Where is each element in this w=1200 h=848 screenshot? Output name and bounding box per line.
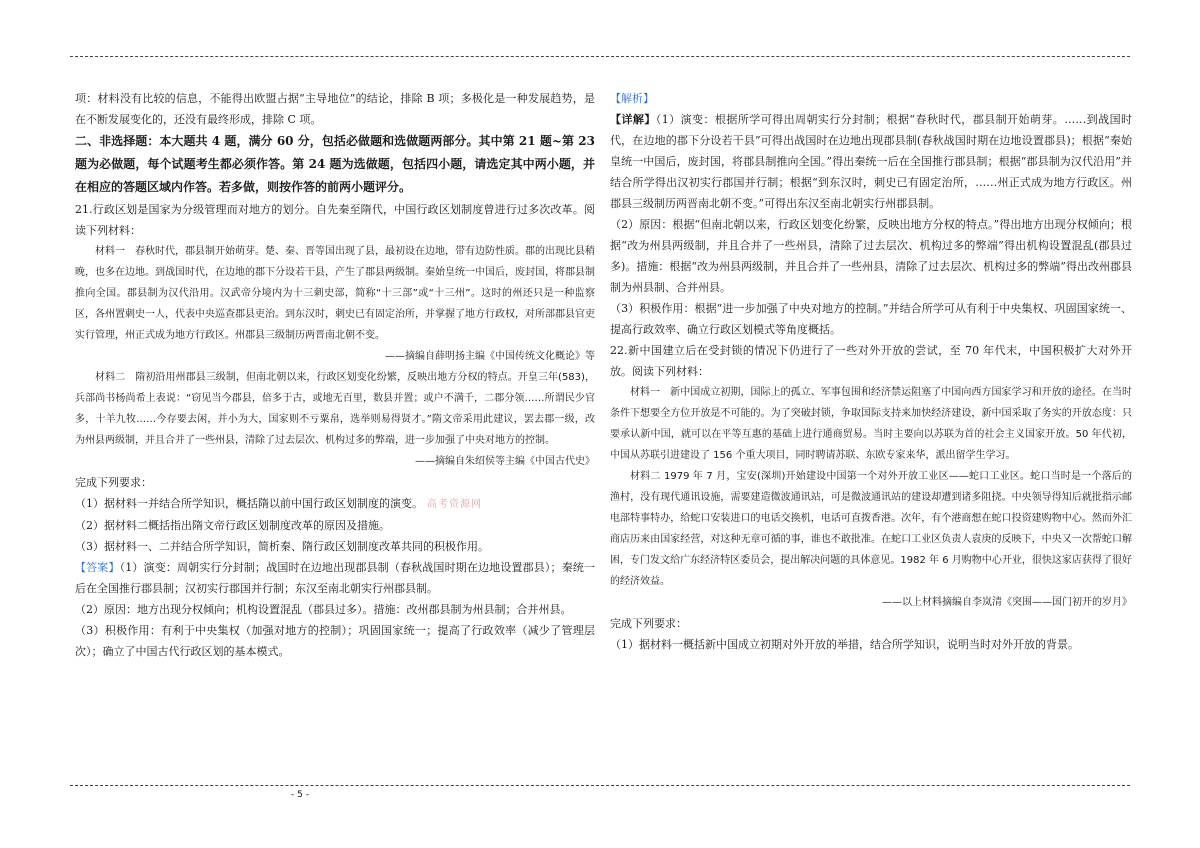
q22-material-1: 材料一 新中国成立初期，国际上的孤立、军事包围和经济禁运阻塞了中国向西方国家学习和开放的途径。在当时条件下想要全方位开放是不可能的。为了突破封锁，争取国际支持来加快经济建设，新中国采取了务实的开放态度：只要承认新中国，就可以在平等互惠的基础上进行通商贸易。当时主要向以苏联为首的社会主义国家开放。50 年代初，中国从苏联引进建设了 156 个重大项目，同时聘请苏联、东欧专家来华，派出留学生学习。 [610, 387, 1132, 461]
page-number: - 5 - [291, 790, 309, 800]
q21-answer-2: （2）原因：地方出现分权倾向；机构设置混乱（郡县过多）。措施：改州郡县制为州县制；合并州县。 [75, 603, 572, 616]
q21-requirement-1-text: （1）据材料一并结合所学知识，概括隋以前中国行政区划制度的演变。 [75, 497, 423, 510]
header-divider [70, 56, 1130, 57]
q22-material-source: ——以上材料摘编自李岚清《突围——国门初开的岁月》 [882, 597, 1132, 608]
q21-requirement-2: （2）据材料二概括指出隋文帝行政区划制度改革的原因及措施。 [75, 519, 390, 532]
q22-material-2: 材料二 1979 年 7 月，宝安(深圳)开始建设中国第一个对外开放工业区——蛇口工业区。蛇口当时是一个落后的渔村，没有现代通讯设施，需要建造微波通讯站，可是微波通讯站的建设却遭到诸多阻挠。中央领导得知后就批指示邮电部特事特办，给蛇口安装进口的电话交换机，电话可直拨香港。次年，有个港商想在蛇口投资建购物中心。然而外汇商店历来由国家经营，对这种无章可循的事，谁也不敢批准。在蛇口工业区负责人袁庚的反映下，中央又一次帮蛇口解困，专门发文给广东经济特区委员会，提出解决问题的具体意见。1982 年 6 月购物中心开业，很快这家店获得了很好的经济效益。 [610, 471, 1132, 587]
answer-tag: 【答案】 [75, 561, 120, 574]
q22-requirement-1: （1）据材料一概括新中国成立初期对外开放的举措，结合所学知识，说明当时对外开放的背景。 [610, 638, 1079, 651]
q21-requirement-1 [75, 493, 595, 515]
q21-answer-1 [75, 557, 595, 599]
q21-requirements-label: 完成下列要求： [75, 476, 152, 489]
previous-answer-continuation: 项：材料没有比较的信息，不能得出欧盟占据“主导地位”的结论，排除 B 项；多极化是一种发展趋势，是在不断发展变化的，还没有最终形成，排除 C 项。 [75, 92, 595, 126]
question-21-intro: 21.行政区划是国家为分级管理而对地方的划分。自先秦至隋代，中国行政区划制度曾进行过多次改革。阅读下列材料： [75, 203, 595, 237]
q21-material-2-source: ——摘编自朱绍侯等主编《中国古代史》 [415, 456, 595, 467]
detail-tag: 【详解】 [610, 113, 656, 126]
q21-detail-3: （3）积极作用：根据“进一步加强了中央对地方的控制。”并结合所学可从有利于中央集权、巩固国家统一、提高行政效率、确立行政区划模式等角度概括。 [610, 302, 1132, 336]
footer-divider [70, 785, 1130, 786]
q21-requirement-3: （3）据材料一、二并结合所学知识，简析秦、隋行政区划制度改革共同的积极作用。 [75, 540, 489, 553]
left-column [75, 88, 595, 662]
q21-detail-2: （2）原因：根据“但南北朝以来，行政区划变化纷繁，反映出地方分权的特点。”得出地方出现分权倾向；根据“改为州县两级制，并且合并了一些州县，清除了过去层次、机构过多的弊端”得出机构设置混乱(郡县过多)。措施：根据“改为州县两级制，并且合并了一些州县，清除了过去层次、机构过多的弊端”得出改州郡县制为州县制、合并州县。 [610, 218, 1132, 294]
q22-requirements-label: 完成下列要求： [610, 617, 687, 630]
analysis-tag: 【解析】 [610, 92, 654, 105]
right-column [610, 88, 1132, 655]
q21-material-2: 材料二 隋初沿用州郡县三级制，但南北朝以来，行政区划变化纷繁，反映出地方分权的特点。开皇三年(583)，兵部尚书杨尚希上表说：“窃见当今郡县，倍多于古，或地无百里，数县并置；或户不满千，二郡分领……所谓民少官多，十羊九牧……今存要去闲，并小为大，国家则不亏粟帛，选举则易得贤才。”隋文帝采用此建议，罢去郡一级，改为州县两级制，并且合并了一些州县，清除了过去层次、机构过多的弊端，进一步加强了中央对地方的控制。 [75, 372, 595, 446]
q21-material-1: 材料一 春秋时代，郡县制开始萌芽。楚、秦、晋等国出现了县，最初设在边地，带有边防性质。郡的出现比县稍晚，也多在边地。到战国时代，在边地的郡下分设若干县，产生了郡县两级制。秦始皇统一中国后，废封国，将郡县制推向全国。郡县制为汉代沿用。汉武帝分境内为十三刺史部，简称“十三部”或“十三州”。这时的州还只是一种监察区，各州置刺史一人，代表中央巡查郡县吏治。到东汉时，刺史已有固定治所，并掌握了地方行政权，对所部郡县官吏实行管理，州正式成为地方行政区。州郡县三级制历两晋南北朝不变。 [75, 246, 595, 341]
question-22-intro: 22.新中国建立后在受封锁的情况下仍进行了一些对外开放的尝试，至 70 年代末，中国积极扩大对外开放。阅读下列材料： [610, 344, 1132, 378]
q21-detail-1-text: （1）演变：根据所学可得出周朝实行分封制；根据“春秋时代，郡县制开始萌芽。……到战国时代，在边地的郡下分设若干县”可得出战国时在边地出现郡县制(春秋战国时期在边地设置郡县)；根据“秦始皇统一中国后，废封国，将郡县制推向全国。”得出秦统一后在全国推行郡县制；根据“郡县制为汉代沿用”并结合所学得出汉初实行郡国并行制；根据“到东汉时，刺史已有固定治所，……州正式成为地方行政区。州郡县三级制历两晋南北朝不变。”可得出东汉至南北朝实行州郡县制。 [610, 113, 1133, 210]
watermark: 高考资源网 [427, 499, 482, 510]
q21-answer-1-text: （1）演变：周朝实行分封制；战国时在边地出现郡县制（春秋战国时期在边地设置郡县）；秦统一后在全国推行郡县制；汉初实行郡国并行制；东汉至南北朝实行州郡县制。 [75, 561, 596, 595]
q21-detail-1 [610, 109, 1132, 214]
q21-answer-3: （3）积极作用：有利于中央集权（加强对地方的控制）；巩固国家统一；提高了行政效率（减少了管理层次）；确立了中国古代行政区划的基本模式。 [75, 624, 595, 658]
q21-material-1-source: ——摘编自薛明扬主编《中国传统文化概论》等 [385, 351, 595, 362]
section-heading: 二、非选择题：本大题共 4 题，满分 60 分，包括必做题和选做题两部分。其中第 21 题~第 23 题为必做题，每个试题考生都必须作答。第 24 题为选做题，包括四小题，请选定其中两小题，并在相应的答题区域内作答。若多做，则按作答的前两小题评分。 [75, 134, 595, 194]
